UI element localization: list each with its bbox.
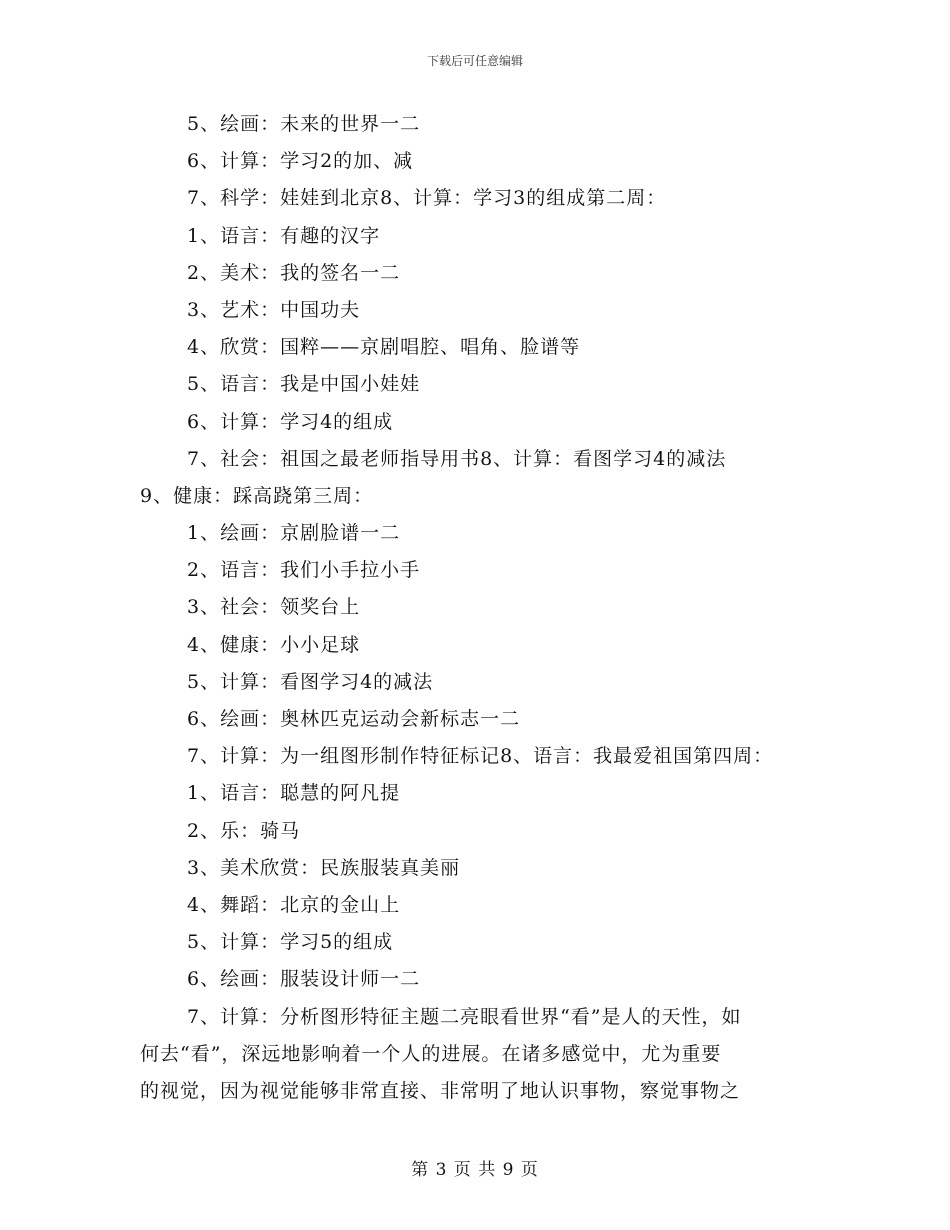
- list-item: 4、舞蹈：北京的金山上: [187, 893, 401, 916]
- list-item: 5、计算：学习5的组成: [187, 931, 394, 954]
- list-item: 7、社会：祖国之最老师指导用书8、计算：看图学习4的减法: [187, 447, 727, 470]
- list-item: 2、美术：我的签名一二: [187, 261, 401, 284]
- list-item: 6、绘画：服装设计师一二: [187, 968, 421, 991]
- list-item: 6、计算：学习4的组成: [187, 410, 394, 433]
- paragraph-line: 7、计算：分析图形特征主题二亮眼看世界“看”是人的天性，如: [187, 1005, 742, 1028]
- list-item: 6、计算：学习2的加、减: [187, 150, 414, 173]
- list-item: 4、欣赏：国粹——京剧唱腔、唱角、脸谱等: [187, 336, 581, 359]
- paragraph-line: 的视觉，因为视觉能够非常直接、非常明了地认识事物，察觉事物之: [140, 1079, 741, 1102]
- list-item: 9、健康：踩高跷第三周：: [140, 484, 374, 507]
- list-item: 1、语言：聪慧的阿凡提: [187, 782, 401, 805]
- list-item: 7、计算：为一组图形制作特征标记8、语言：我最爱祖国第四周：: [187, 745, 774, 768]
- list-item: 5、语言：我是中国小娃娃: [187, 373, 421, 396]
- list-item: 1、语言：有趣的汉字: [187, 224, 381, 247]
- list-item: 3、艺术：中国功夫: [187, 298, 361, 321]
- list-item: 1、绘画：京剧脸谱一二: [187, 522, 401, 545]
- document-body: [140, 106, 812, 1110]
- list-item: 7、科学：娃娃到北京8、计算：学习3的组成第二周：: [187, 187, 667, 210]
- list-item: 5、绘画：未来的世界一二: [187, 113, 421, 135]
- list-item: 2、乐：骑马: [187, 819, 301, 842]
- page-number: 第 3 页 共 9 页: [411, 1160, 539, 1180]
- list-item: 3、社会：领奖台上: [187, 596, 361, 619]
- list-item: 4、健康：小小足球: [187, 633, 361, 656]
- header-note: 下载后可任意编辑: [426, 54, 523, 68]
- list-item: 5、计算：看图学习4的减法: [187, 670, 434, 693]
- list-item: 2、语言：我们小手拉小手: [187, 559, 421, 582]
- paragraph-line: 何去“看”，深远地影响着一个人的进展。在诸多感觉中，尤为重要: [140, 1042, 722, 1065]
- list-item: 3、美术欣赏：民族服装真美丽: [187, 856, 461, 879]
- list-item: 6、绘画：奥林匹克运动会新标志一二: [187, 708, 521, 730]
